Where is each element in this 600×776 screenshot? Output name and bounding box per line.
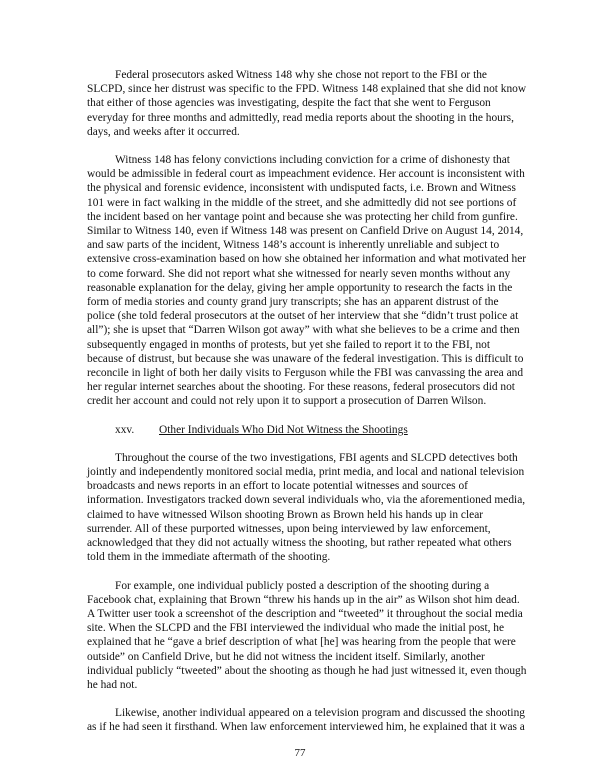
section-number: xxv. (115, 423, 135, 436)
paragraph-facebook-example: For example, one individual publicly posted a description of the shooting during a Facebook chat, explaining that Brown “threw his hands up in the air” as Wilson shot him dead. A Twitter user took a screenshot of the description and “tweeted” it throughout the social media site. When the SLCPD and the FBI interviewed the individual who made the initial post, he explained that he “gave a brief description of what [he] was hearing from the people that were outside” on Canfield Drive, but he did not witness the incident itself. Similarly, another individual publicly “tweeted” about the shooting as though he had just witnessed it, even though he had not. (87, 579, 527, 691)
paragraph-investigations-monitoring: Throughout the course of the two investigations, FBI agents and SLCPD detectives both jointly and independently monitored social media, print media, and local and national television broadcasts and news reports in an effort to locate potential witnesses and sources of information. Investigators tracked down several individuals who, via the aforementioned media, claimed to have witnessed Wilson shooting Brown as Brown held his hands up in clear surrender. All of these purported witnesses, upon being interviewed by law enforcement, acknowledged that they did not actually witness the shooting, but rather repeated what others told them in the immediate aftermath of the shooting. (87, 451, 526, 564)
paragraph-television-example: Likewise, another individual appeared on a television program and discussed the shooting as if he had seen it firsthand. When law enforcement interviewed him, he explained that it was a (87, 707, 525, 734)
paragraph-witness-148-reporting: Federal prosecutors asked Witness 148 why she chose not report to the FBI or the SLCPD, since her distrust was specific to the FPD. Witness 148 explained that she did not know that either of those agencies was investigating, despite the fact that she went to Ferguson everyday for three months and admittedly, read media reports about the shooting in the hours, days, and weeks after it occurred. (87, 69, 527, 138)
document-page (87, 68, 527, 749)
paragraph-witness-148-credibility: Witness 148 has felony convictions including conviction for a crime of dishonesty that would be admissible in federal court as impeachment evidence. Her account is inconsistent with the physical and forensic evidence, inconsistent with undisputed facts, i.e. Brown and Witness 101 were in fact walking in the middle of the street, and she admittedly did not see portions of the incident based on her vantage point and because she was protecting her child from gunfire. Similar to Witness 140, even if Witness 148 was present on Canfield Drive on August 14, 2014, and saw parts of the incident, Witness 148’s account is inherently unreliable and subject to extensive cross-examination based on how she obtained her information and what motivated her to come forward. She did not report what she witnessed for nearly seven months without any reasonable explanation for the delay, giving her ample opportunity to research the facts in the form of media stories and county grand jury transcripts; she has an apparent distrust of the police (she told federal prosecutors at the outset of her interview that she “didn’t trust police at all”); she is upset that “Darren Wilson got away” with what she believes to be a crime and then subsequently engaged in months of protests, but yet she failed to report it to the FBI, not because of distrust, but because she was unaware of the federal investigation. This is difficult to reconcile in light of both her daily visits to Ferguson while the FBI was canvassing the area and her regular internet searches about the shooting. For these reasons, federal prosecutors did not credit her account and could not rely upon it to support a prosecution of Darren Wilson. (87, 154, 527, 408)
section-heading (87, 423, 527, 437)
page-number: 77 (294, 747, 306, 759)
section-title: Other Individuals Who Did Not Witness the Shootings (159, 423, 408, 436)
